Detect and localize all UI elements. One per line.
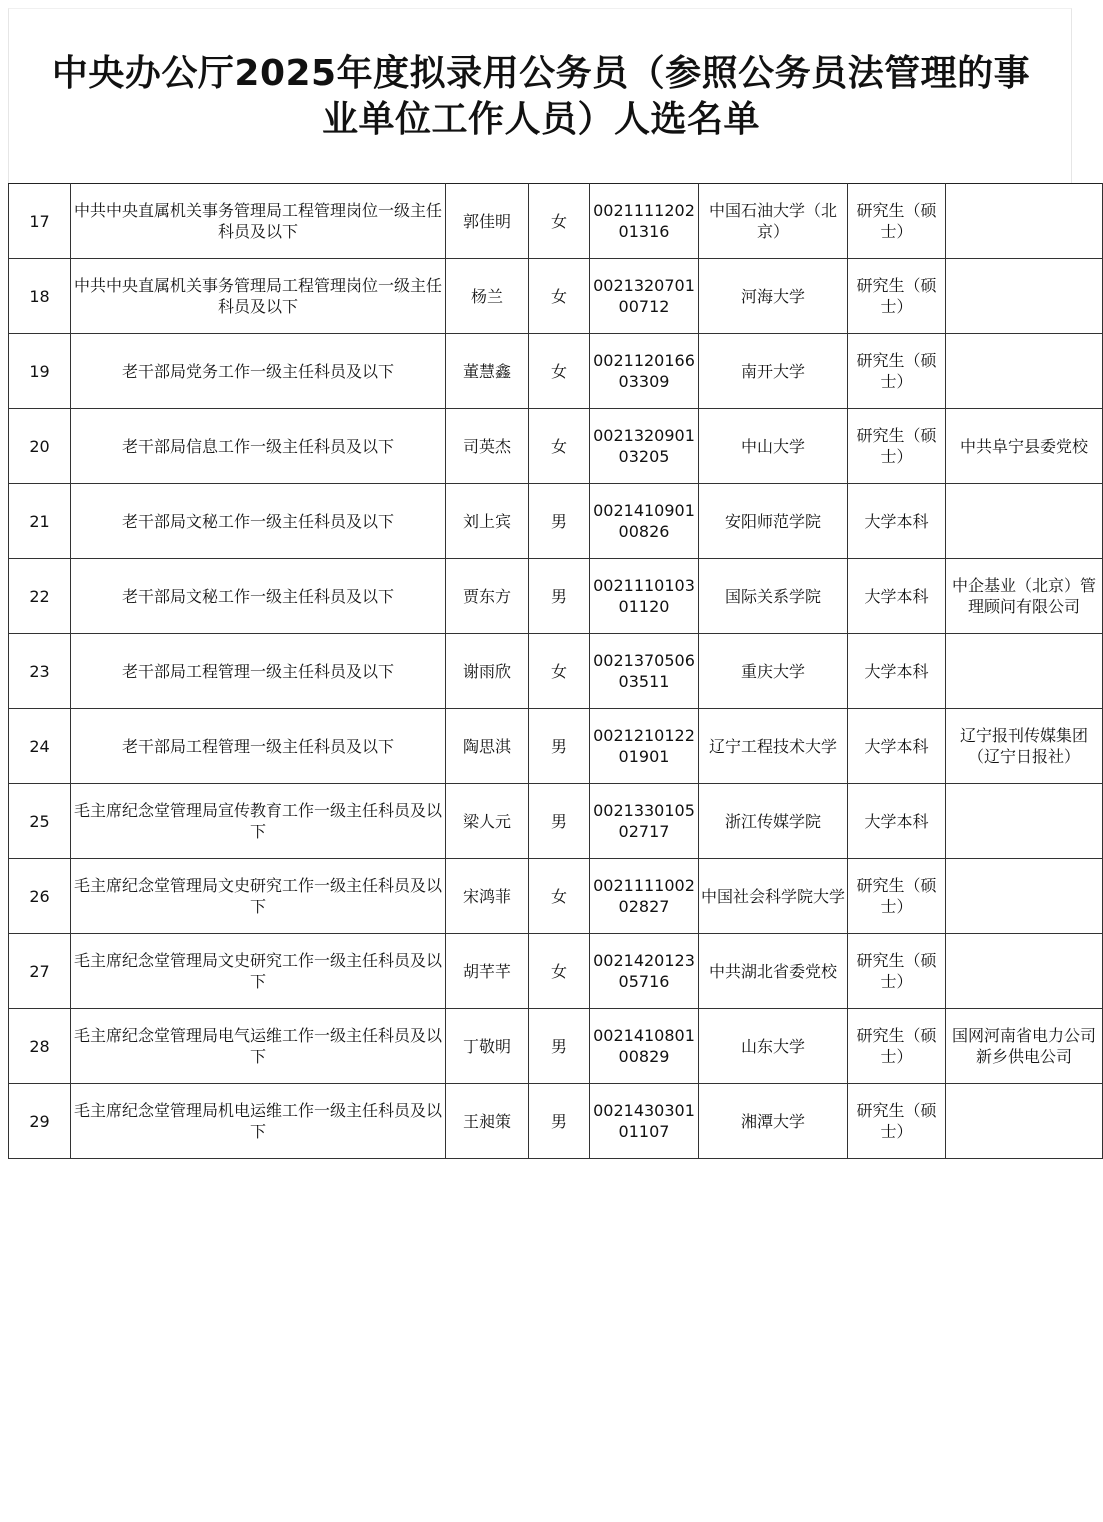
gender-cell: 男: [529, 709, 590, 784]
school-cell: 中共湖北省委党校: [699, 934, 848, 1009]
education-cell: [848, 784, 946, 859]
education-cell-line: 士）: [880, 222, 913, 241]
table-row: [9, 1084, 1103, 1159]
workplace-cell: [946, 859, 1103, 934]
candidate-name: 梁人元: [446, 784, 529, 859]
gender-cell: 女: [529, 259, 590, 334]
school-cell: 辽宁工程技术大学: [699, 709, 848, 784]
row-number: 24: [9, 709, 71, 784]
table-row: [9, 559, 1103, 634]
exam-id-cell-line: 00829: [618, 1047, 670, 1066]
position-cell: 老干部局工程管理一级主任科员及以下: [71, 634, 446, 709]
education-cell: [848, 1084, 946, 1159]
row-number: 18: [9, 259, 71, 334]
gender-cell: 女: [529, 334, 590, 409]
school-cell: 中山大学: [699, 409, 848, 484]
exam-id-cell: [590, 709, 699, 784]
school-cell: 中国社会科学院大学: [699, 859, 848, 934]
workplace-cell: [946, 634, 1103, 709]
workplace-cell: [946, 784, 1103, 859]
exam-id-cell-line: 01107: [618, 1122, 670, 1141]
row-number: 27: [9, 934, 71, 1009]
exam-id-cell-line: 01316: [618, 222, 670, 241]
candidate-name: 陶思淇: [446, 709, 529, 784]
row-number: 22: [9, 559, 71, 634]
position-cell: 毛主席纪念堂管理局电气运维工作一级主任科员及以下: [71, 1009, 446, 1084]
gender-cell: 女: [529, 634, 590, 709]
position-cell: 中共中央直属机关事务管理局工程管理岗位一级主任科员及以下: [71, 184, 446, 259]
education-cell: [848, 1009, 946, 1084]
education-cell-line: 研究生（硕: [856, 1101, 937, 1120]
gender-cell: 女: [529, 184, 590, 259]
page-title: [9, 51, 1073, 143]
school-cell: 国际关系学院: [699, 559, 848, 634]
workplace-cell: [946, 259, 1103, 334]
education-cell: [848, 859, 946, 934]
education-cell-line: 大学本科: [864, 661, 929, 681]
school-cell: 浙江传媒学院: [699, 784, 848, 859]
exam-id-cell: [590, 409, 699, 484]
gender-cell: 女: [529, 934, 590, 1009]
table-row: [9, 334, 1103, 409]
education-cell: [848, 484, 946, 559]
position-cell: 老干部局文秘工作一级主任科员及以下: [71, 484, 446, 559]
exam-id-cell: [590, 1084, 699, 1159]
gender-cell: 男: [529, 1009, 590, 1084]
education-cell-line: 大学本科: [864, 736, 929, 756]
candidate-name: 丁敬明: [446, 1009, 529, 1084]
education-cell-line: 士）: [880, 297, 913, 316]
education-cell-line: 研究生（硕: [856, 351, 937, 370]
exam-id-cell-line: 03309: [618, 372, 670, 391]
exam-id-cell: [590, 859, 699, 934]
gender-cell: 男: [529, 784, 590, 859]
exam-id-cell-line: 0021410801: [593, 1026, 695, 1045]
education-cell-line: 研究生（硕: [856, 426, 937, 445]
position-cell: 老干部局工程管理一级主任科员及以下: [71, 709, 446, 784]
workplace-cell: [946, 334, 1103, 409]
gender-cell: 男: [529, 559, 590, 634]
education-cell: [848, 184, 946, 259]
school-cell: 安阳师范学院: [699, 484, 848, 559]
exam-id-cell-line: 05716: [618, 972, 670, 991]
exam-id-cell-line: 02717: [618, 822, 670, 841]
document-header: [8, 8, 1072, 183]
education-cell: [848, 409, 946, 484]
education-cell-line: 士）: [880, 897, 913, 916]
exam-id-cell: [590, 259, 699, 334]
gender-cell: 女: [529, 409, 590, 484]
page-title-line-1: 中央办公厅2025年度拟录用公务员（参照公务员法管理的事: [51, 53, 1031, 94]
candidate-name: 王昶策: [446, 1084, 529, 1159]
school-cell: 湘潭大学: [699, 1084, 848, 1159]
workplace-cell: 中共阜宁县委党校: [946, 409, 1103, 484]
exam-id-cell-line: 0021420123: [593, 951, 695, 970]
gender-cell: 男: [529, 484, 590, 559]
workplace-cell: [946, 484, 1103, 559]
workplace-cell: 辽宁报刊传媒集团（辽宁日报社）: [946, 709, 1103, 784]
position-cell: 毛主席纪念堂管理局文史研究工作一级主任科员及以下: [71, 859, 446, 934]
exam-id-cell-line: 0021430301: [593, 1101, 695, 1120]
table-row: [9, 634, 1103, 709]
education-cell-line: 大学本科: [864, 811, 929, 831]
education-cell-line: 士）: [880, 1122, 913, 1141]
workplace-cell: 国网河南省电力公司新乡供电公司: [946, 1009, 1103, 1084]
education-cell: [848, 634, 946, 709]
exam-id-cell: [590, 184, 699, 259]
exam-id-cell-line: 00712: [618, 297, 670, 316]
exam-id-cell: [590, 484, 699, 559]
row-number: 20: [9, 409, 71, 484]
table-row: [9, 1009, 1103, 1084]
table-row: [9, 484, 1103, 559]
exam-id-cell-line: 03511: [618, 672, 670, 691]
exam-id-cell-line: 0021370506: [593, 651, 695, 670]
candidate-name: 胡芊芊: [446, 934, 529, 1009]
candidate-name: 贾东方: [446, 559, 529, 634]
candidate-name: 郭佳明: [446, 184, 529, 259]
table-row: [9, 709, 1103, 784]
workplace-cell: [946, 934, 1103, 1009]
position-cell: 老干部局党务工作一级主任科员及以下: [71, 334, 446, 409]
exam-id-cell-line: 02827: [618, 897, 670, 916]
exam-id-cell-line: 03205: [618, 447, 670, 466]
education-cell: [848, 709, 946, 784]
education-cell-line: 士）: [880, 972, 913, 991]
exam-id-cell-line: 0021210122: [593, 726, 695, 745]
education-cell-line: 研究生（硕: [856, 951, 937, 970]
education-cell: [848, 934, 946, 1009]
exam-id-cell-line: 0021320701: [593, 276, 695, 295]
table-row: [9, 409, 1103, 484]
exam-id-cell-line: 01120: [618, 597, 670, 616]
position-cell: 毛主席纪念堂管理局宣传教育工作一级主任科员及以下: [71, 784, 446, 859]
workplace-cell: [946, 184, 1103, 259]
table-row: [9, 934, 1103, 1009]
row-number: 23: [9, 634, 71, 709]
candidate-table-body: [9, 184, 1103, 1159]
table-row: [9, 184, 1103, 259]
row-number: 29: [9, 1084, 71, 1159]
exam-id-cell-line: 00826: [618, 522, 670, 541]
candidate-name: 宋鸿菲: [446, 859, 529, 934]
education-cell-line: 士）: [880, 447, 913, 466]
school-cell: 中国石油大学（北京）: [699, 184, 848, 259]
candidate-table: [8, 183, 1103, 1159]
table-row: [9, 259, 1103, 334]
exam-id-cell-line: 0021320901: [593, 426, 695, 445]
candidate-name: 司英杰: [446, 409, 529, 484]
education-cell-line: 研究生（硕: [856, 201, 937, 220]
school-cell: 河海大学: [699, 259, 848, 334]
exam-id-cell: [590, 1009, 699, 1084]
row-number: 19: [9, 334, 71, 409]
exam-id-cell: [590, 634, 699, 709]
exam-id-cell-line: 0021111202: [593, 201, 695, 220]
exam-id-cell-line: 0021330105: [593, 801, 695, 820]
education-cell: [848, 559, 946, 634]
school-cell: 南开大学: [699, 334, 848, 409]
education-cell-line: 研究生（硕: [856, 1026, 937, 1045]
row-number: 28: [9, 1009, 71, 1084]
table-row: [9, 784, 1103, 859]
position-cell: 毛主席纪念堂管理局文史研究工作一级主任科员及以下: [71, 934, 446, 1009]
exam-id-cell: [590, 334, 699, 409]
education-cell-line: 士）: [880, 372, 913, 391]
candidate-name: 刘上宾: [446, 484, 529, 559]
row-number: 21: [9, 484, 71, 559]
row-number: 25: [9, 784, 71, 859]
page-title-line-2: 业单位工作人员）人选名单: [321, 99, 760, 140]
exam-id-cell-line: 0021111002: [593, 876, 695, 895]
education-cell-line: 研究生（硕: [856, 276, 937, 295]
exam-id-cell-line: 0021410901: [593, 501, 695, 520]
exam-id-cell-line: 0021120166: [593, 351, 695, 370]
candidate-name: 董慧鑫: [446, 334, 529, 409]
school-cell: 重庆大学: [699, 634, 848, 709]
exam-id-cell-line: 0021110103: [593, 576, 695, 595]
position-cell: 中共中央直属机关事务管理局工程管理岗位一级主任科员及以下: [71, 259, 446, 334]
exam-id-cell: [590, 934, 699, 1009]
workplace-cell: [946, 1084, 1103, 1159]
exam-id-cell: [590, 784, 699, 859]
position-cell: 老干部局信息工作一级主任科员及以下: [71, 409, 446, 484]
education-cell-line: 大学本科: [864, 511, 929, 531]
education-cell-line: 大学本科: [864, 586, 929, 606]
gender-cell: 男: [529, 1084, 590, 1159]
row-number: 17: [9, 184, 71, 259]
education-cell: [848, 334, 946, 409]
education-cell: [848, 259, 946, 334]
exam-id-cell-line: 01901: [618, 747, 670, 766]
exam-id-cell: [590, 559, 699, 634]
candidate-name: 杨兰: [446, 259, 529, 334]
row-number: 26: [9, 859, 71, 934]
gender-cell: 女: [529, 859, 590, 934]
candidate-name: 谢雨欣: [446, 634, 529, 709]
workplace-cell: 中企基业（北京）管理顾问有限公司: [946, 559, 1103, 634]
education-cell-line: 士）: [880, 1047, 913, 1066]
position-cell: 老干部局文秘工作一级主任科员及以下: [71, 559, 446, 634]
school-cell: 山东大学: [699, 1009, 848, 1084]
position-cell: 毛主席纪念堂管理局机电运维工作一级主任科员及以下: [71, 1084, 446, 1159]
education-cell-line: 研究生（硕: [856, 876, 937, 895]
table-row: [9, 859, 1103, 934]
